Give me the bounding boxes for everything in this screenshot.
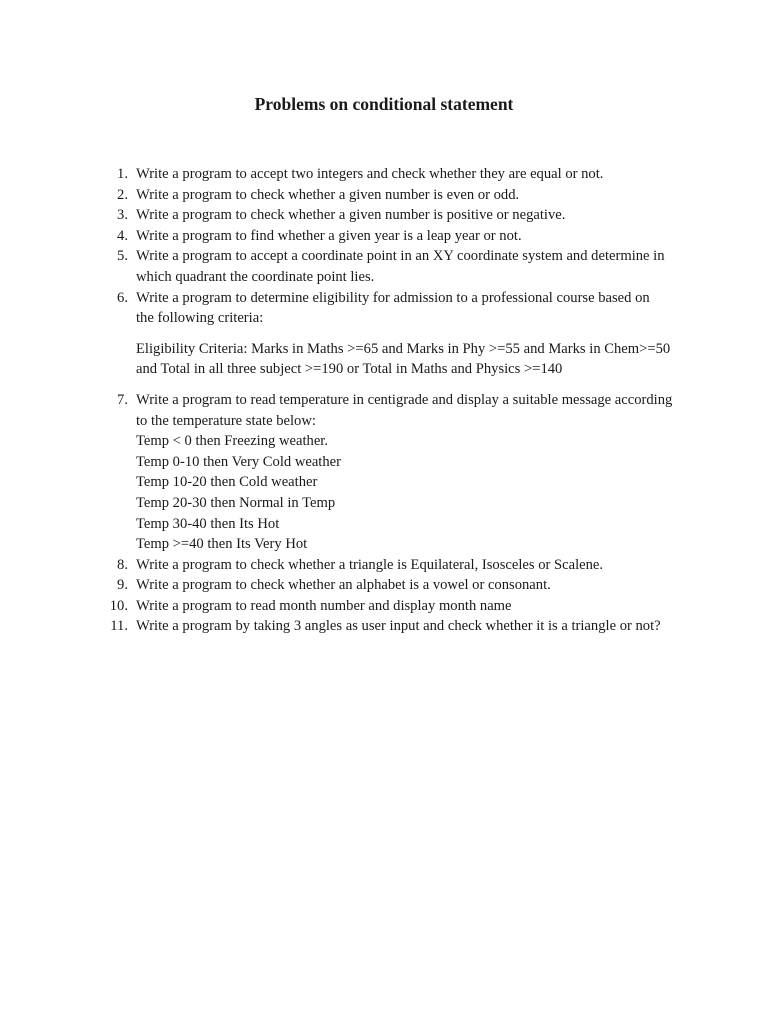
list-item bbox=[117, 205, 680, 226]
list-item bbox=[117, 226, 680, 247]
item-number: 9. bbox=[117, 577, 128, 594]
item-number: 3. bbox=[117, 207, 128, 224]
criteria-text: and Total in all three subject >=190 or Total in Maths and Physics >=140 bbox=[136, 361, 563, 378]
list-item bbox=[109, 596, 680, 617]
page-title: Problems on conditional statement bbox=[254, 94, 514, 114]
temperature-rule: Temp 0-10 then Very Cold weather bbox=[136, 453, 341, 470]
item-text: Write a program to check whether a given number is even or odd. bbox=[136, 186, 520, 203]
list-item bbox=[117, 185, 680, 206]
list-item bbox=[117, 288, 680, 380]
item-text: to the temperature state below: bbox=[136, 412, 316, 429]
item-text: Write a program to determine eligibility for admission to a professional course based on bbox=[136, 289, 650, 306]
item-text: Write a program to read temperature in centigrade and display a suitable message according bbox=[136, 391, 673, 408]
item-number: 1. bbox=[117, 166, 128, 182]
temperature-rule: Temp < 0 then Freezing weather. bbox=[136, 433, 328, 450]
list-item bbox=[110, 616, 680, 637]
item-number: 7. bbox=[117, 391, 128, 408]
temperature-rule: Temp 30-40 then Its Hot bbox=[136, 515, 280, 532]
list-item bbox=[117, 246, 680, 287]
list-item bbox=[117, 575, 680, 596]
item-text: Write a program to check whether an alphabet is a vowel or consonant. bbox=[136, 577, 551, 594]
temperature-rule: Temp 10-20 then Cold weather bbox=[136, 474, 318, 491]
item-number: 11. bbox=[110, 618, 128, 635]
item-number: 10. bbox=[109, 597, 128, 614]
item-text: Write a program to check whether a triangle is Equilateral, Isosceles or Scalene. bbox=[136, 556, 604, 573]
item-number: 2. bbox=[117, 186, 128, 203]
eligibility-criteria bbox=[136, 339, 680, 380]
list-item bbox=[117, 164, 680, 185]
item-text: Write a program to check whether a given number is positive or negative. bbox=[136, 207, 566, 224]
item-text: which quadrant the coordinate point lies. bbox=[136, 268, 375, 285]
criteria-text: Eligibility Criteria: Marks in Maths >=65 and Marks in Phy >=55 and Marks in Chem>=50 bbox=[136, 340, 671, 357]
item-text: Write a program to accept two integers and check whether they are equal or not. bbox=[136, 166, 604, 182]
temperature-rule: Temp >=40 then Its Very Hot bbox=[136, 536, 308, 553]
problem-list bbox=[109, 164, 680, 637]
list-item bbox=[117, 390, 680, 555]
item-text: Write a program to find whether a given year is a leap year or not. bbox=[136, 227, 522, 244]
list-item bbox=[117, 555, 680, 576]
item-text: the following criteria: bbox=[136, 310, 264, 327]
temperature-rule: Temp 20-30 then Normal in Temp bbox=[136, 494, 336, 511]
item-text: Write a program by taking 3 angles as user input and check whether it is a triangle or not? bbox=[136, 618, 661, 635]
item-number: 4. bbox=[117, 227, 128, 244]
item-number: 8. bbox=[117, 556, 128, 573]
item-number: 6. bbox=[117, 289, 128, 306]
item-text: Write a program to read month number and display month name bbox=[136, 597, 512, 614]
item-text: Write a program to accept a coordinate point in an XY coordinate system and determine in bbox=[136, 248, 665, 265]
item-number: 5. bbox=[117, 248, 128, 265]
